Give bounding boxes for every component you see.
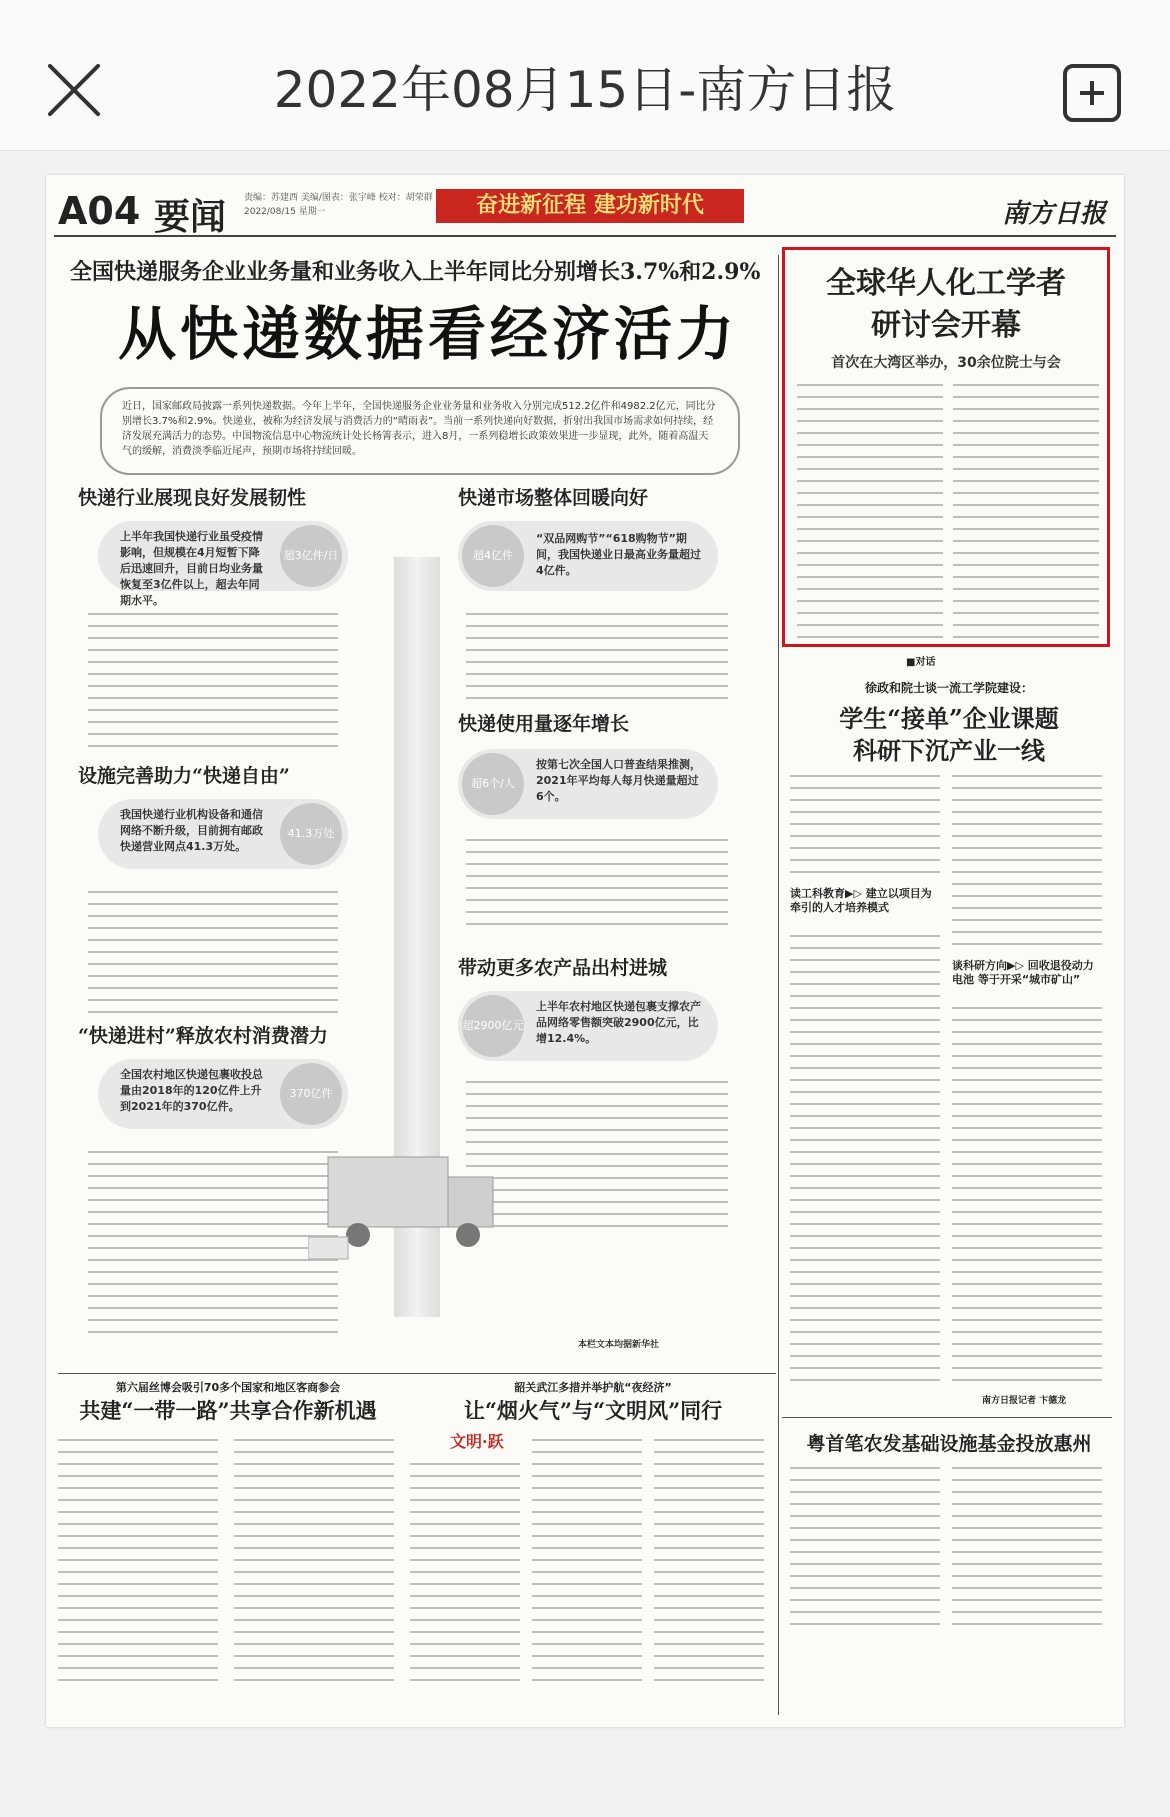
article3-title: 粤首笔农发基础设施基金投放惠州 — [806, 1433, 1092, 1455]
featured-title-line1: 全球华人化工学者 — [826, 266, 1066, 301]
subsection-heading: 谈科研方向▶▷ 回收退役动力电池 等于开采“城市矿山” — [952, 959, 1094, 986]
wenming-badge: 文明·跃 — [450, 1432, 504, 1451]
body-text — [952, 1003, 1102, 1383]
section-title: 设施完善助力“快递自由” — [78, 765, 290, 787]
body-text — [88, 609, 338, 749]
stat-bubble: 超2900亿元 — [462, 995, 524, 1057]
featured-subtitle: 首次在大湾区举办，30余位院士与会 — [831, 355, 1061, 371]
article-divider — [782, 1417, 1112, 1418]
stat-note: 上半年农村地区快递包裹支撑农产品网络零售额突破2900亿元，比增12.4%。 — [536, 1000, 701, 1045]
body-text — [58, 1435, 218, 1685]
section-title: 带动更多农产品出村进城 — [458, 957, 668, 979]
body-text — [532, 1435, 642, 1685]
top-bar — [0, 0, 1170, 151]
column-divider — [778, 255, 779, 1715]
highlighted-article[interactable] — [782, 247, 1110, 647]
newspaper-logo: 南方日报 — [1001, 199, 1106, 229]
section-title: 快递行业展现良好发展韧性 — [78, 487, 307, 509]
body-text — [466, 835, 728, 935]
body-text — [953, 380, 1099, 638]
article2-kicker: 徐政和院士谈一流工学院建设： — [864, 681, 1033, 695]
newspaper-page[interactable] — [46, 175, 1124, 1727]
subsection-heading: 读工科教育▶▷ 建立以项目为牵引的人才培养模式 — [790, 887, 932, 914]
body-text — [234, 1435, 394, 1685]
masthead — [54, 183, 1116, 237]
main-lead: 近日，国家邮政局披露一系列快递数据。今年上半年，全国快递服务企业业务量和业务收入分别完成512.2亿件和4982.2亿元，同比分别增长3.7%和2.9%。快递业，被称为经济发展与消费活力的“晴雨表”。当前一系列快递向好数据，折射出我国市场需求如何持续，经济发展充满活力的态势。中国物流信息中心物流统计处长杨箐表示，进入8月，一系列稳增长政策效果进一步显现，此外，随着高温天气的缓解，消费淡季临近尾声，预期市场将持续回暖。 — [100, 387, 740, 475]
body-text — [952, 1463, 1102, 1633]
stat-note: 上半年我国快递行业虽受疫情影响，但规模在4月短暂下降后迅速回升，目前日均业务量恢复至3亿件以上，超去年同期水平。 — [120, 530, 263, 607]
section-title: 快递使用量逐年增长 — [458, 713, 630, 735]
stat-bubble: 370亿件 — [280, 1063, 342, 1125]
article2-title-line1: 学生“接单”企业课题 — [839, 704, 1059, 733]
main-kicker: 全国快递服务企业业务量和业务收入上半年同比分别增长3.7%和2.9% — [70, 259, 761, 285]
section-title: 快递市场整体回暖向好 — [458, 487, 649, 509]
body-text — [790, 1463, 940, 1633]
page-title: 2022年08月15日-南方日报 — [273, 61, 897, 119]
article-credit: 本栏文本均据新华社 — [578, 1340, 660, 1350]
body-text — [654, 1435, 764, 1685]
featured-title-line2: 研讨会开幕 — [871, 308, 1021, 343]
stat-bubble: 超6个/人 — [462, 753, 524, 815]
section-title: “快递进村”释放农村消费潜力 — [78, 1025, 328, 1047]
stat-note: 全国农村地区快递包裹收投总量由2018年的120亿件上升到2021年的370亿件。 — [120, 1068, 263, 1113]
article-divider — [58, 1373, 776, 1374]
bottom-left-title: 共建“一带一路”共享合作新机遇 — [79, 1398, 377, 1423]
stat-bubble: 41.3万处 — [280, 803, 342, 865]
body-text — [790, 771, 940, 881]
stat-note: “双品网购节”“618购物节”期间，我国快递业日最高业务量超过4亿件。 — [536, 532, 701, 577]
body-text — [410, 1459, 520, 1685]
main-headline: 从快递数据看经济活力 — [118, 300, 739, 368]
bottom-left-kicker: 第六届丝博会吸引70多个国家和地区客商参会 — [115, 1381, 341, 1394]
stat-bubble: 超3亿件/日 — [280, 525, 342, 587]
editor-credits: 责编：苏建西 美编/图表：张宇峰 校对：胡荣群 2022/08/15 星期一 — [244, 193, 433, 217]
stat-bubble: 超4亿件 — [462, 525, 524, 587]
body-text — [466, 609, 728, 709]
body-text — [88, 887, 338, 1017]
article2-credit: 南方日报记者 卞德龙 — [982, 1396, 1067, 1406]
bottom-middle-kicker: 韶关武江多措并举护航“夜经济” — [514, 1381, 672, 1394]
page-number: A04 — [58, 189, 141, 233]
article2-title-line2: 科研下沉产业一线 — [853, 736, 1045, 765]
bottom-middle-title: 让“烟火气”与“文明风”同行 — [463, 1398, 723, 1423]
close-icon[interactable] — [42, 58, 106, 122]
stat-note: 按第七次全国人口普查结果推测，2021年平均每人每月快递量超过6个。 — [536, 758, 701, 803]
slogan-banner: 奋进新征程 建功新时代 — [436, 189, 744, 223]
main-article[interactable] — [58, 247, 776, 1367]
section-name: 要闻 — [154, 197, 227, 238]
body-text — [952, 771, 1102, 951]
truck-illustration — [308, 1137, 508, 1267]
add-icon[interactable] — [1063, 64, 1121, 122]
dialog-tag: ■对话 — [906, 657, 936, 668]
body-text — [88, 1147, 338, 1337]
right-column[interactable] — [782, 247, 1116, 1547]
body-text — [790, 931, 940, 1381]
stat-note: 我国快递行业机构设备和通信网络不断升级，目前拥有邮政快递营业网点41.3万处。 — [120, 808, 263, 853]
body-text — [797, 380, 943, 638]
